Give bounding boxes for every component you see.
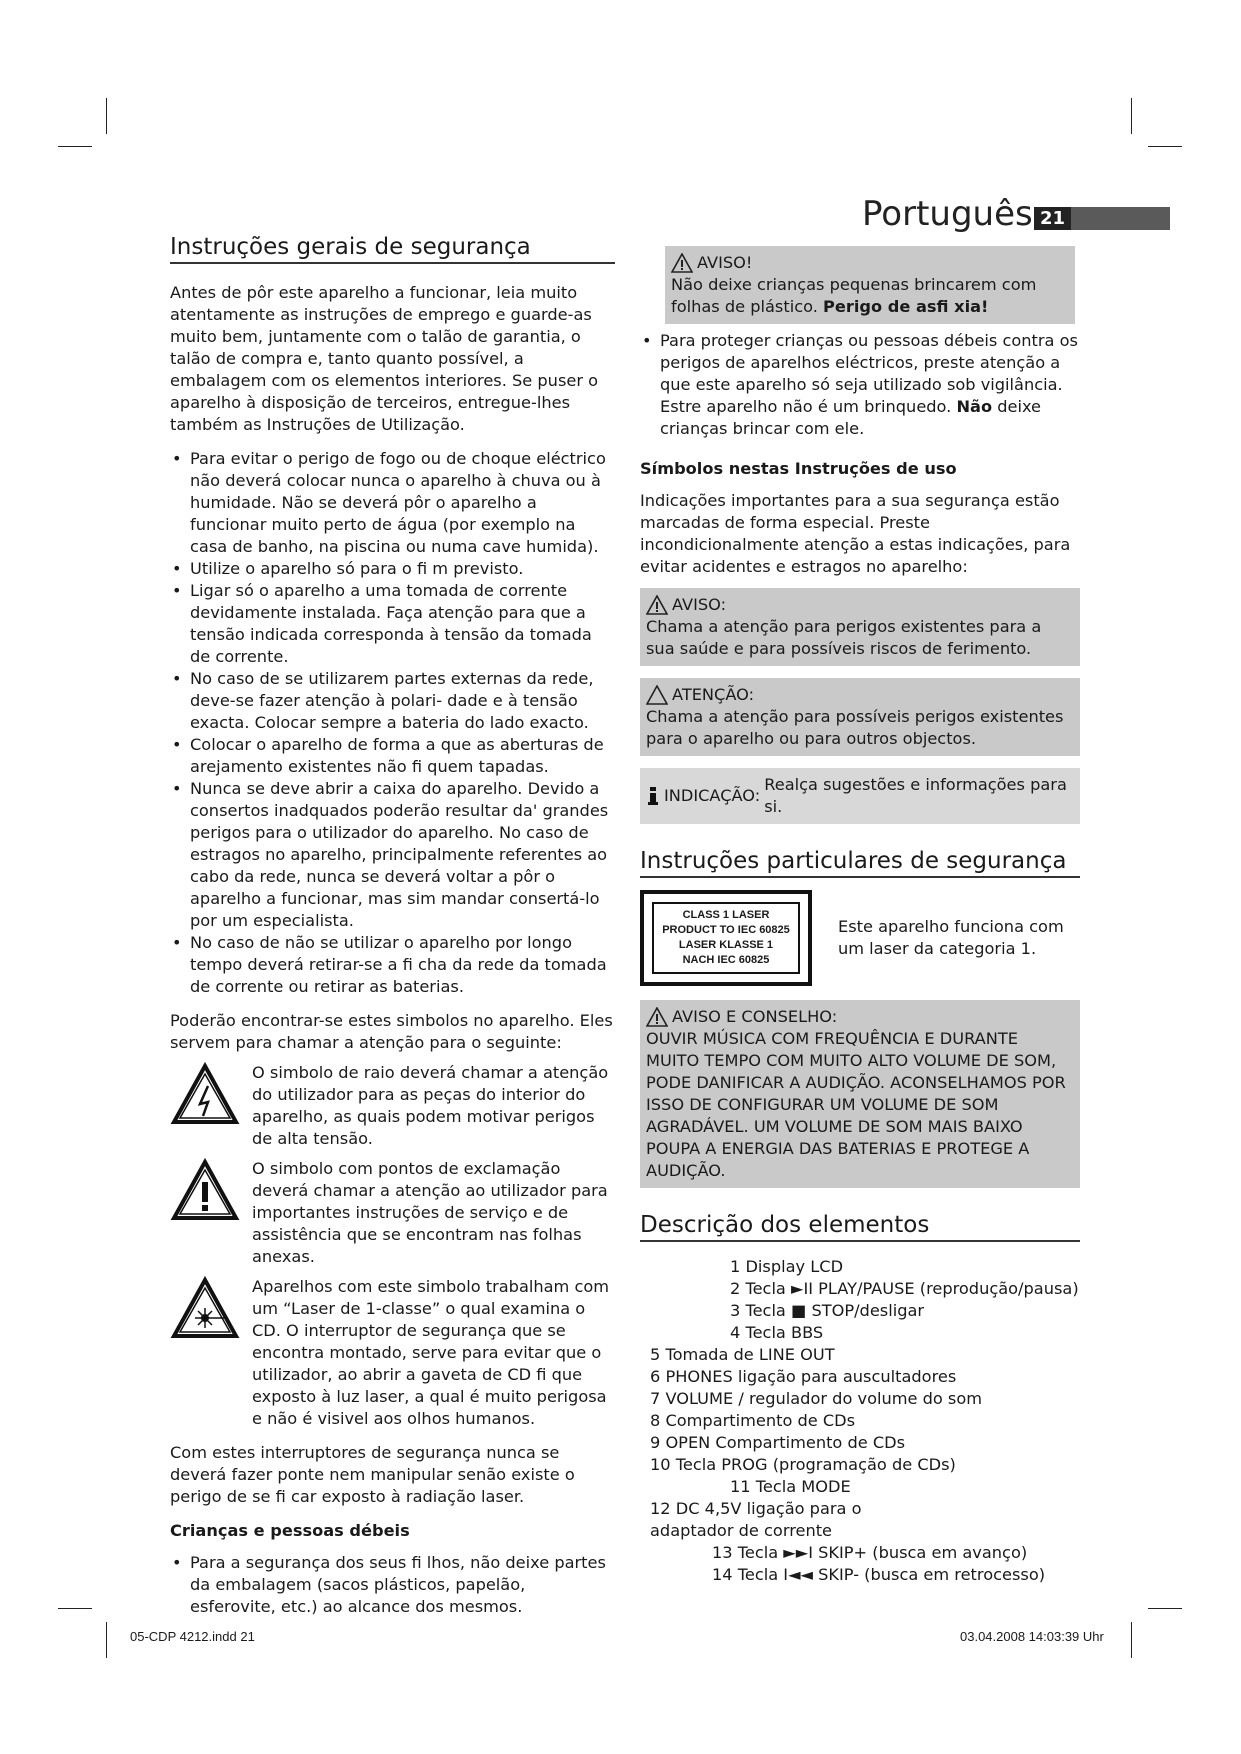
symbol-row-laser [170, 1276, 615, 1430]
atencao-box [640, 678, 1080, 756]
list-item: 12 DC 4,5V ligação para o adaptador de corrente [650, 1499, 862, 1540]
warning-title: AVISO! [697, 253, 753, 272]
indicacao-title: INDICAÇÃO: [664, 786, 761, 805]
crop-mark [1148, 1608, 1182, 1609]
list-item: • No caso de não se utilizar o aparelho por longo tempo deverá retirar-se a fi cha da rede da tomada de corrente ou retirar as baterias. [170, 932, 615, 998]
crop-mark [106, 1622, 107, 1658]
laser-class-label: CLASS 1 LASER PRODUCT TO IEC 60825 LASER KLASSE 1 NACH IEC 60825 [640, 890, 812, 986]
warning-triangle-icon [646, 595, 668, 615]
intro-paragraph: Antes de pôr este aparelho a funcionar, leia muito atentamente as instruções de emprego e guarde-as muito bem, juntamente com o talão de garantia, o talão de compra e, tanto quanto possível, a embalagem com os elementos interiores. Se puser o aparelho à disposição de terceiros, entregue-lhes também as Instruções de Utilização. [170, 283, 599, 434]
conselho-title: AVISO E CONSELHO: [672, 1007, 838, 1026]
list-item: • Colocar o aparelho de forma a que as aberturas de arejamento existentes não fi quem tapadas. [170, 734, 615, 778]
outro-paragraph: Com estes interruptores de segurança nunca se deverá fazer ponte nem manipular senão existe o perigo de se fi car exposto à radiação laser. [170, 1443, 575, 1506]
list-item: 5 Tomada de LINE OUT [650, 1345, 835, 1364]
section-heading-particular: Instruções particulares de segurança [640, 850, 1080, 878]
atencao-text: Chama a atenção para possíveis perigos existentes para o aparelho ou para outros objectos. [646, 707, 1064, 748]
info-icon [646, 786, 660, 806]
atencao-title: ATENÇÃO: [672, 685, 755, 704]
footer-timestamp: 03.04.2008 14:03:39 Uhr [960, 1629, 1104, 1644]
elements-list [640, 1256, 1080, 1586]
list-item: 11 Tecla MODE [730, 1477, 851, 1496]
header-bar [1071, 207, 1170, 230]
crop-mark [58, 1608, 92, 1609]
symbol-row-exclamation [170, 1158, 615, 1268]
footer-file-info: 05-CDP 4212.indd 21 [130, 1629, 255, 1644]
warning-box-plastic: AVISO! Não deixe crianças pequenas brincarem com folhas de plástico. Perigo de asfi xia! [665, 246, 1075, 324]
list-item: • Para evitar o perigo de fogo ou de choque eléctrico não deverá colocar nunca o aparelho à chuva ou à humidade. Não se deverá pôr o aparelho a funcionar muito perto de água (por exemplo na casa de banho, na piscina ou numa cave humida). [170, 448, 615, 558]
caution-triangle-icon [646, 685, 668, 705]
language-title: Português [862, 194, 1033, 234]
crop-mark [1131, 1622, 1132, 1658]
left-column [170, 236, 615, 1618]
aviso-box [640, 588, 1080, 666]
children-safety-list [640, 330, 1080, 440]
conselho-box [640, 1000, 1080, 1188]
conselho-text: OUVIR MÚSICA COM FREQUÊNCIA E DURANTE MUITO TEMPO COM MUITO ALTO VOLUME DE SOM, PODE DANIFICAR A AUDIÇÃO. ACONSELHAMOS POR ISSO DE CONFIGURAR UM VOLUME DE SOM AGRADÁVEL. UM VOLUME DE SOM MAIS BAIXO POUPA A ENERGIA DAS BATERIAS E PROTEGE A AUDIÇÃO. [646, 1029, 1066, 1180]
list-item: 9 OPEN Compartimento de CDs [650, 1433, 906, 1452]
laser-class-text: Este aparelho funciona com um laser da categoria 1. [838, 917, 1064, 958]
symbols-heading: Símbolos nestas Instruções de uso [640, 459, 957, 478]
list-item: 6 PHONES ligação para auscultadores [650, 1367, 957, 1386]
section-heading-general: Instruções gerais de segurança [170, 236, 615, 264]
right-column [640, 246, 1080, 1586]
symbol-text-lightning: O simbolo de raio deverá chamar a atenção do utilizador para as peças do interior do aparelho, as quais podem motivar perigos de alta tensão. [252, 1063, 609, 1148]
symbol-text-exclamation: O simbolo com pontos de exclamação deverá chamar a atenção ao utilizador para importantes instruções de serviço e de assistência que se encontram nas folhas anexas. [252, 1159, 608, 1266]
list-item: • Para proteger crianças ou pessoas débeis contra os perigos de aparelhos eléctricos, preste atenção a que este aparelho só seja utilizado sob vigilância. Estre aparelho não é um brinquedo. Não deixe crianças brincar com ele. [640, 330, 1080, 440]
list-item: 3 Tecla ■ STOP/desligar [730, 1301, 925, 1320]
indicacao-text: Realça sugestões e informações para si. [764, 775, 1067, 816]
symbols-description: Indicações importantes para a sua segurança estão marcadas de forma especial. Preste incondicionalmente atenção a estas indicações, para evitar acidentes e estragos no aparelho: [640, 491, 1071, 576]
warning-triangle-icon [671, 253, 693, 273]
list-item: • No caso de se utilizarem partes externas da rede, deve-se fazer atenção à polari- dade e à tensão exacta. Colocar sempre a bateria do lado exacto. [170, 668, 615, 734]
children-heading: Crianças e pessoas débeis [170, 1521, 410, 1540]
list-item: • Para a segurança dos seus fi lhos, não deixe partes da embalagem (sacos plásticos, papelão, esferovite, etc.) ao alcance dos mesmos. [170, 1552, 615, 1618]
aviso-title: AVISO: [672, 595, 727, 614]
indicacao-box [640, 768, 1080, 824]
list-item: 13 Tecla ►►I SKIP+ (busca em avanço) [712, 1543, 1028, 1562]
children-bullet-list [170, 1552, 615, 1618]
list-item: 14 Tecla I◄◄ SKIP- (busca em retrocesso) [712, 1565, 1046, 1584]
symbols-intro: Poderão encontrar-se estes simbolos no aparelho. Eles servem para chamar a atenção para o seguinte: [170, 1011, 613, 1052]
page-number: 21 [1034, 207, 1071, 230]
laser-class-row [640, 890, 1080, 986]
warning-triangle-icon [646, 1007, 668, 1027]
laser-warning-icon [170, 1276, 240, 1340]
lightning-warning-icon [170, 1062, 240, 1126]
section-heading-elements: Descrição dos elementos [640, 1214, 1080, 1242]
list-item: • Utilize o aparelho só para o fi m previsto. [170, 558, 615, 580]
symbol-row-lightning [170, 1062, 615, 1150]
list-item: 8 Compartimento de CDs [650, 1411, 856, 1430]
list-item: 7 VOLUME / regulador do volume do som [650, 1389, 983, 1408]
crop-mark [1148, 146, 1182, 147]
list-item: 4 Tecla BBS [730, 1323, 824, 1342]
safety-bullet-list [170, 448, 615, 998]
symbol-text-laser: Aparelhos com este simbolo trabalham com um “Laser de 1-classe” o qual examina o CD. O interruptor de segurança que se encontra montado, serve para evitar que o utilizador, ao abrir a gaveta de CD fi que exposto à luz laser, a qual é muito perigosa e não é visivel aos olhos humanos. [252, 1277, 610, 1428]
exclamation-warning-icon [170, 1158, 240, 1222]
crop-mark [58, 146, 92, 147]
list-item: • Ligar só o aparelho a uma tomada de corrente devidamente instalada. Faça atenção para que a tensão indicada corresponda à tensão da tomada de corrente. [170, 580, 615, 668]
list-item: 10 Tecla PROG (programação de CDs) [650, 1455, 956, 1474]
list-item: • Nunca se deve abrir a caixa do aparelho. Devido a consertos inadquados poderão resultar da' grandes perigos para o utilizador do aparelho. No caso de estragos no aparelho, principalmente referentes ao cabo da rede, nunca se deverá voltar a pôr o aparelho a funcionar, mas sim mandar consertá-lo por um especialista. [170, 778, 615, 932]
list-item: 1 Display LCD [730, 1257, 844, 1276]
crop-mark [106, 98, 107, 134]
list-item: 2 Tecla ►II PLAY/PAUSE (reprodução/pausa) [730, 1279, 1079, 1298]
crop-mark [1131, 98, 1132, 134]
aviso-text: Chama a atenção para perigos existentes para a sua saúde e para possíveis riscos de ferimento. [646, 617, 1042, 658]
